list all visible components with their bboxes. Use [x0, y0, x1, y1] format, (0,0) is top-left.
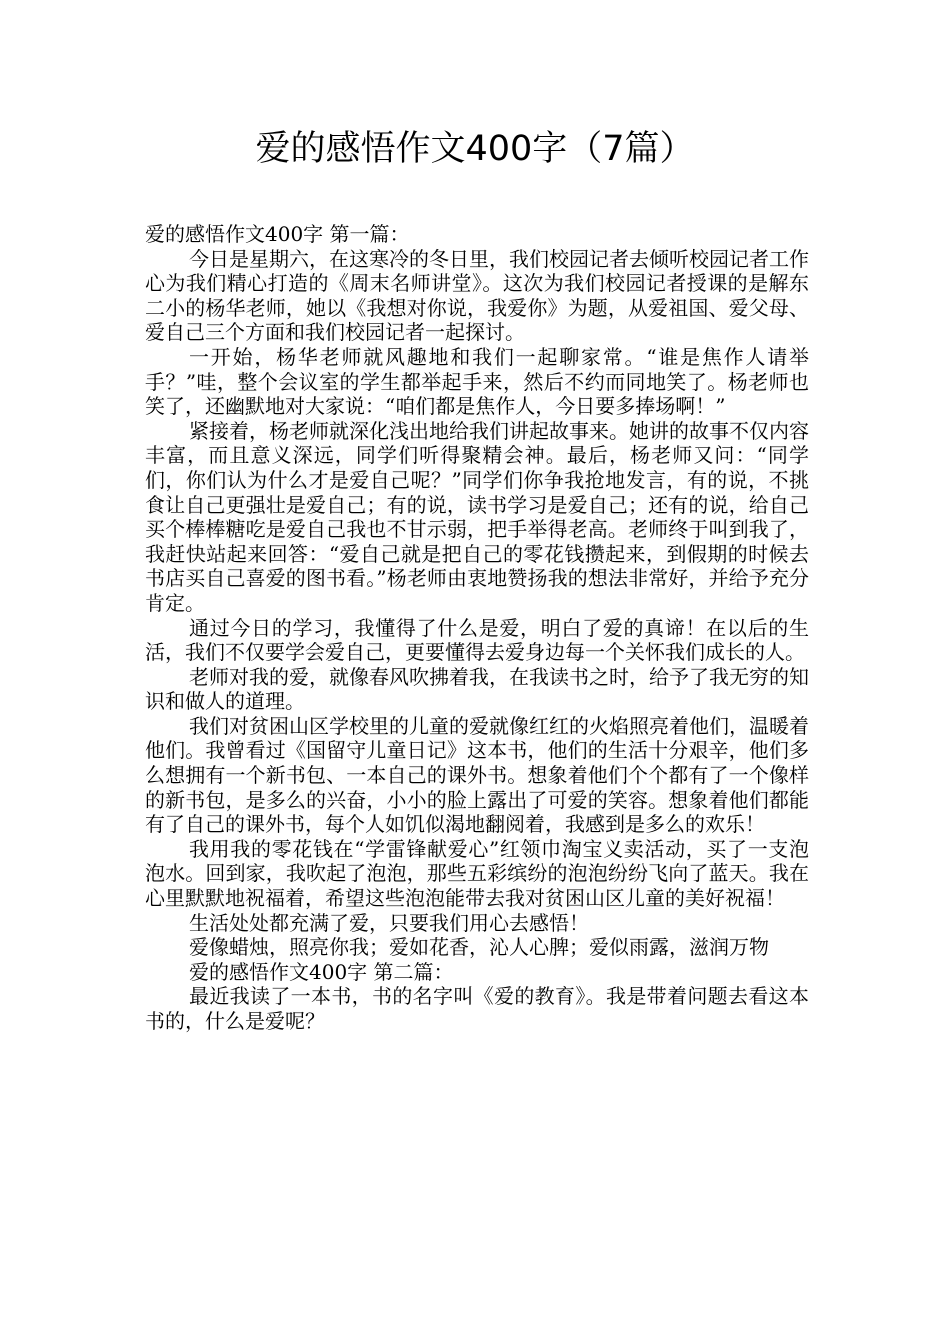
- paragraph: 我用我的零花钱在“学雷锋献爱心”红领巾淘宝义卖活动，买了一支泡泡水。回到家，我吹起了泡泡，那些五彩缤纷的泡泡纷纷飞向了蓝天。我在心里默默地祝福着，希望这些泡泡能带去我对贫困山区儿童的美好祝福！: [145, 836, 809, 911]
- paragraph: 老师对我的爱，就像春风吹拂着我，在我读书之时，给予了我无穷的知识和做人的道理。: [145, 664, 809, 714]
- paragraph: 最近我读了一本书，书的名字叫《爱的教育》。我是带着问题去看这本书的，什么是爱呢？: [145, 984, 809, 1033]
- paragraph: 一开始，杨华老师就风趣地和我们一起聊家常。“谁是焦作人请举手？”哇，整个会议室的学生都举起手来，然后不约而同地笑了。杨老师也笑了，还幽默地对大家说：“咱们都是焦作人，今日要多捧场啊！”: [145, 344, 809, 419]
- paragraph: 通过今日的学习，我懂得了什么是爱，明白了爱的真谛！在以后的生活，我们不仅要学会爱自己，更要懂得去爱身边每一个关怀我们成长的人。: [145, 615, 809, 665]
- paragraph: 爱的感悟作文400字 第一篇：: [145, 222, 410, 246]
- paragraph: 生活处处都充满了爱，只要我们用心去感悟！: [189, 910, 589, 935]
- paragraph: 今日是星期六，在这寒冷的冬日里，我们校园记者去倾听校园记者工作心为我们精心打造的《周末名师讲堂》。这次为我们校园记者授课的是解东二小的杨华老师，她以《我想对你说，我爱你》为题，从爱祖国、爱父母、爱自己三个方面和我们校园记者一起探讨。: [145, 246, 809, 345]
- paragraph: 爱像蜡烛，照亮你我；爱如花香，沁人心脾；爱似雨露，滋润万物: [189, 935, 769, 960]
- paragraph: 爱的感悟作文400字 第二篇：: [189, 959, 454, 984]
- paragraph: 我们对贫困山区学校里的儿童的爱就像红红的火焰照亮着他们，温暖着他们。我曾看过《国留守儿童日记》这本书，他们的生活十分艰辛，他们多么想拥有一个新书包、一本自己的课外书。想象着他们个个都有了一个像样的新书包，是多么的兴奋，小小的脸上露出了可爱的笑容。想象着他们都能有了自己的课外书，每个人如饥似渴地翻阅着，我感到是多么的欢乐！: [145, 713, 809, 837]
- document-title: 爱的感悟作文400字（7篇）: [255, 129, 695, 169]
- document-body: [145, 222, 809, 1034]
- paragraph: 紧接着，杨老师就深化浅出地给我们讲起故事来。她讲的故事不仅内容丰富，而且意义深远，同学们听得聚精会神。最后，杨老师又问：“同学们，你们认为什么才是爱自己呢？”同学们你争我抢地发言，有的说，不挑食让自己更强壮是爱自己；有的说，读书学习是爱自己；还有的说，给自己买个棒棒糖吃是爱自己我也不甘示弱，把手举得老高。老师终于叫到我了，我赶快站起来回答：“爱自己就是把自己的零花钱攒起来，到假期的时候去书店买自己喜爱的图书看。”杨老师由衷地赞扬我的想法非常好，并给予充分肯定。: [145, 418, 809, 615]
